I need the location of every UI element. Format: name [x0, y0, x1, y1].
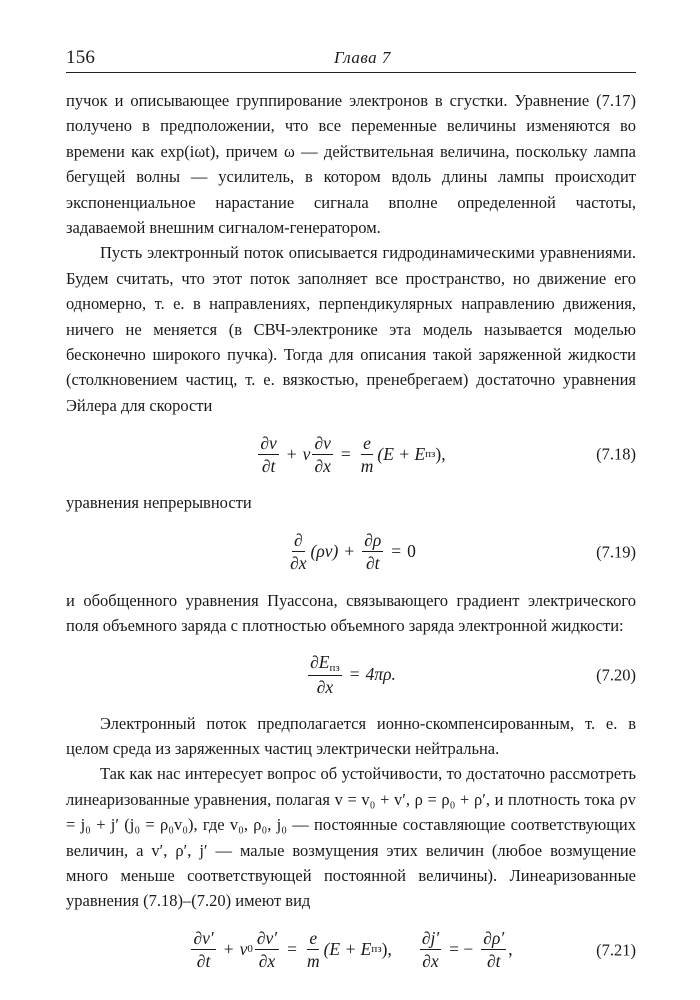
header-rule — [66, 72, 636, 73]
paragraph-2: Пусть электронный поток описывается гидродинамическими уравнениями. Будем считать, что этот поток заполняет все пространство, но движение его одномерно, т. е. в направлениях, перпендикулярных направлению движения, ничего не меняется (в СВЧ-электронике эта модель называется моделью бесконечно широкого пучка). Тогда для описания такой заряженной жидкости (столкновением частиц, т. е. вязкостью, пренебрегаем) достаточно уравнения Эйлера для скорости — [66, 243, 636, 415]
equation-7-21: $\frac{\partial v'}{\partial t}$ + v 0 $\frac{\partial v'}{\partial x}$ = $\frac{e}{m}$ (E + E пз ), $\frac{\partial j'}{\partial x}$ = − $\frac{\partial\rho'}{\partial t}$ , (7.21) — [193, 928, 636, 972]
equation-7-18: $\frac{\partial v}{\partial t}$ + v $\frac{\partial v}{\partial x}$ = $\frac{e}{m}$ (E + E пз ), (7.18) — [260, 432, 636, 476]
fraction: $\frac{\partial j'}{\partial x}$ — [421, 928, 440, 972]
fraction: $\frac{e}{m}$ — [306, 928, 320, 972]
equation-number: (7.21) — [596, 940, 636, 960]
running-head: Глава 7 — [334, 48, 391, 67]
paragraph-6: Так как нас интересует вопрос об устойчивости, то достаточно рассмотреть линеаризованные уравнения, полагая v = v₀ + v′, ρ = ρ₀ + ρ′, и плотность тока ρv = j₀ + j′ (j₀ = ρ₀v₀), где v₀, ρ₀, j₀ — постоянные составляющие соответствующих величин, а v′, ρ′, j′ — малые возмущения этих величин (любое возмущение много меньше соответствующей постоянной величины). Линеаризованные уравнения (7.18)–(7.20) имеют вид — [66, 764, 636, 911]
body-text — [66, 88, 636, 986]
fraction: $\frac{\partial E_{пз}}{\partial x}$ — [310, 651, 340, 698]
fraction: $\frac{\partial v'}{\partial x}$ — [256, 928, 278, 972]
fraction: $\frac{\partial\rho}{\partial t}$ — [364, 530, 382, 574]
fraction: $\frac{\partial\rho'}{\partial t}$ — [483, 928, 505, 972]
paragraph-1: пучок и описывающее группирование электронов в сгустки. Уравнение (7.17) получено в предположении, что все переменные величины изменяются во времени как exp(iωt), причем ω — действительная величина, поскольку лампа бегущей волны — усилитель, в котором вдоль длины лампы происходит экспоненциальное нарастание сигнала вполне определенной частоты, задаваемой внешним сигналом-генератором. — [66, 91, 636, 238]
equation-number: (7.18) — [596, 444, 636, 464]
paragraph-3: уравнения непрерывности — [66, 493, 252, 513]
paragraph-4: и обобщенного уравнения Пуассона, связывающего градиент электрического поля объемного заряда с плотностью объемного заряда электронной жидкости: — [66, 590, 636, 636]
equation-number: (7.19) — [596, 541, 636, 561]
equation-7-19: $\frac{\partial}{\partial x}$ (ρv) + $\frac{\partial\rho}{\partial t}$ = 0 (7.19) — [290, 530, 636, 574]
fraction: $\frac{\partial v'}{\partial t}$ — [193, 928, 214, 972]
page-number: 156 — [66, 47, 96, 68]
paragraph-5: Электронный поток предполагается ионно-скомпенсированным, т. е. в целом среда из заряженных частиц электрически нейтральна. — [66, 713, 636, 758]
equation-7-20: $\frac{\partial E_{пз}}{\partial x}$ = 4πρ. (7.20) — [310, 651, 636, 698]
equation-number: (7.20) — [596, 664, 636, 684]
fraction: $\frac{\partial v}{\partial x}$ — [314, 432, 331, 476]
fraction: $\frac{\partial}{\partial x}$ — [290, 530, 307, 574]
fraction: $\frac{\partial v}{\partial t}$ — [260, 432, 277, 476]
fraction: $\frac{e}{m}$ — [360, 432, 374, 476]
